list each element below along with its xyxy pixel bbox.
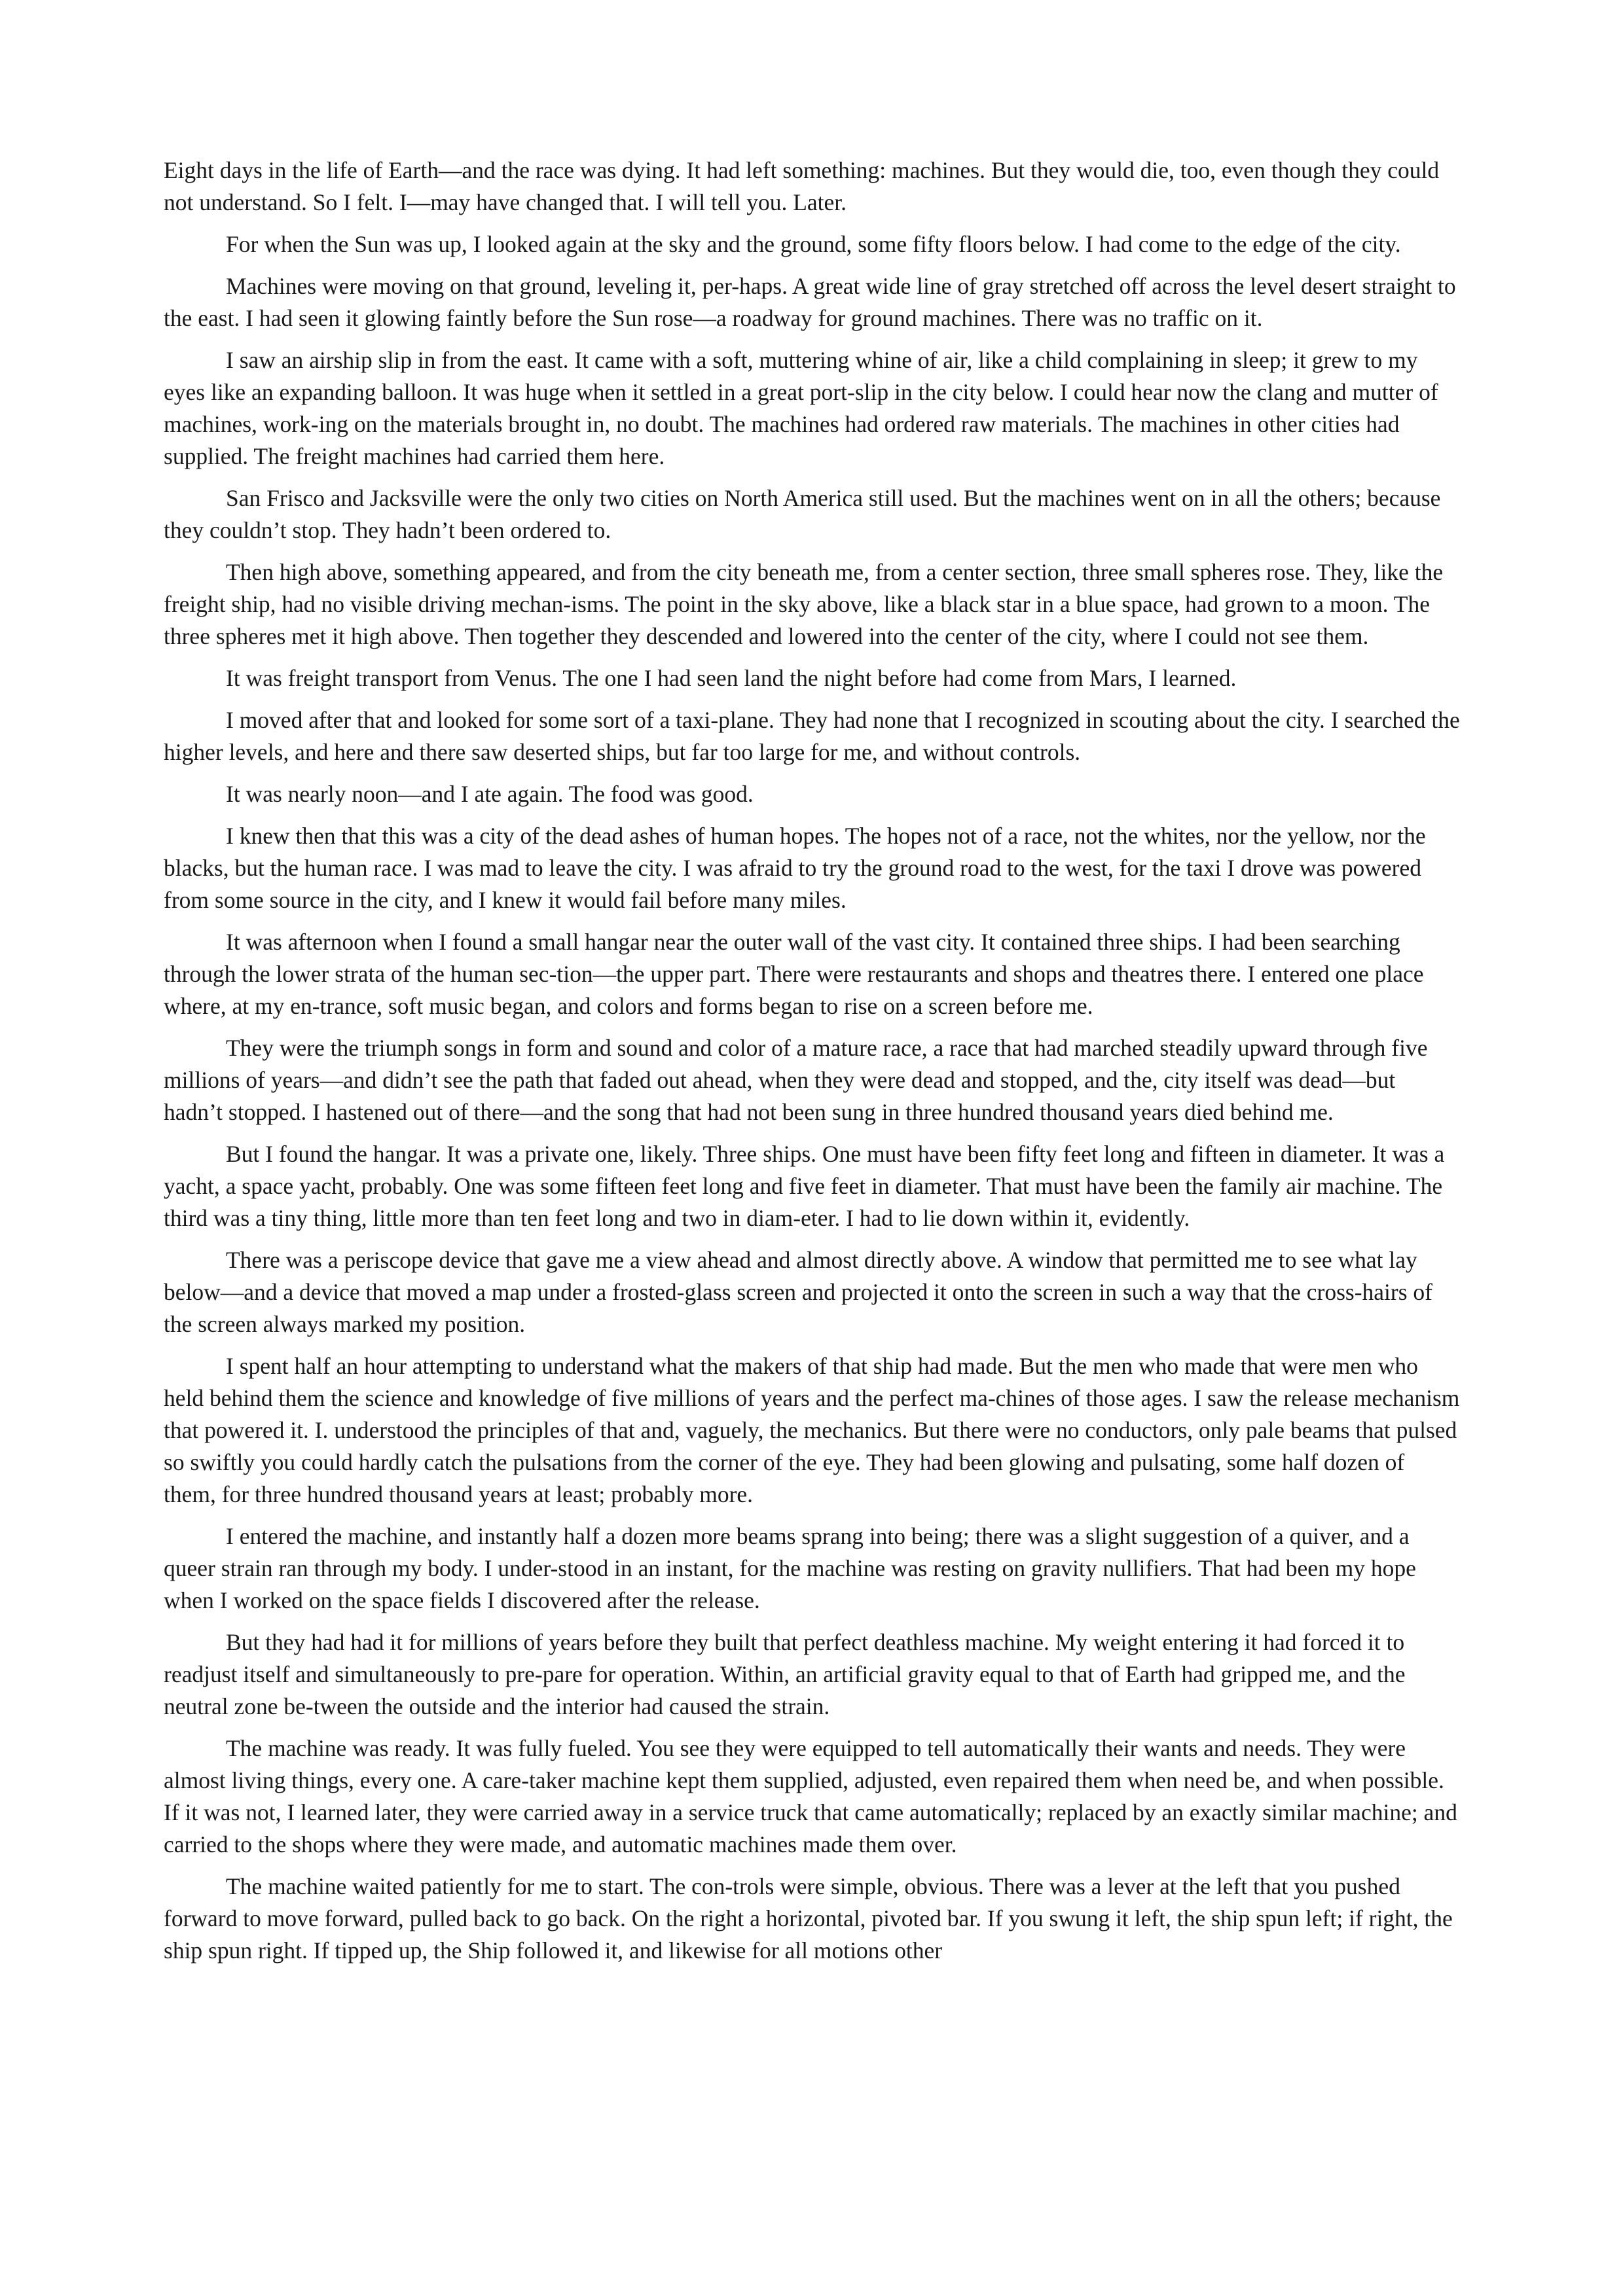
paragraph: Then high above, something appeared, and from the city beneath me, from a center section, three small spheres rose. They, like the freight ship, had no visible driving mechan-isms. The point in the sky above, like a black star in a blue space, had grown to a moon. The three spheres met it high above. Then together they descended and lowered into the center of the city, where I could not see them.: [164, 559, 1444, 649]
paragraph: For when the Sun was up, I looked again at the sky and the ground, some fifty floors below. I had come to the edge of the city.: [226, 231, 1401, 257]
paragraph: The machine was ready. It was fully fueled. You see they were equipped to tell automatically their wants and needs. They were almost living things, every one. A care-taker machine kept them supplied, adjusted, even repaired them when need be, and when possible. If it was not, I learned later, they were carried away in a service truck that came automatically; replaced by an exactly similar machine; and carried to the shops where they were made, and automatic machines made them over.: [164, 1735, 1457, 1857]
paragraph: It was nearly noon—and I ate again. The food was good.: [226, 781, 754, 807]
paragraph: I knew then that this was a city of the dead ashes of human hopes. The hopes not of a race, not the whites, nor the yellow, nor the blacks, but the human race. I was mad to leave the city. I was afraid to try the ground road to the west, for the taxi I drove was powered from some source in the city, and I knew it would fail before many miles.: [164, 823, 1426, 913]
paragraph: It was afternoon when I found a small hangar near the outer wall of the vast city. It contained three ships. I had been searching through the lower strata of the human sec-tion—the upper part. There were restaurants and shops and theatres there. I entered one place where, at my en-trance, soft music began, and colors and forms began to rise on a screen before me.: [164, 929, 1424, 1019]
paragraph: I moved after that and looked for some sort of a taxi-plane. They had none that I recognized in scouting about the city. I searched the higher levels, and here and there saw deserted ships, but far too large for me, and without controls.: [164, 707, 1460, 765]
page-text: [164, 154, 1460, 1977]
paragraph: But they had had it for millions of years before they built that perfect deathless machine. My weight entering it had forced it to readjust itself and simultaneously to pre-pare for operation. Within, an artificial gravity equal to that of Earth had gripped me, and the neutral zone be-tween the outside and the interior had caused the strain.: [164, 1629, 1406, 1719]
paragraph: The machine waited patiently for me to start. The con-trols were simple, obvious. There was a lever at the left that you pushed forward to move forward, pulled back to go back. On the right a horizontal, pivoted bar. If you swung it left, the ship spun left; if right, the ship spun right. If tipped up, the Ship followed it, and likewise for all motions other: [164, 1873, 1453, 1964]
paragraph: I spent half an hour attempting to understand what the makers of that ship had made. But the men who made that were men who held behind them the science and knowledge of five millions of years and the perfect ma-chines of those ages. I saw the release mechanism that powered it. I. understood the principles of that and, vaguely, the mechanics. But there were no conductors, only pale beams that pulsed so swiftly you could hardly catch the pulsations from the corner of the eye. They had been glowing and pulsating, some half dozen of them, for three hundred thousand years at least; probably more.: [164, 1353, 1460, 1507]
paragraph: They were the triumph songs in form and sound and color of a mature race, a race that had marched steadily upward through five millions of years—and didn’t see the path that faded out ahead, when they were dead and stopped, and the, city itself was dead—but hadn’t stopped. I hastened out of there—and the song that had not been sung in three hundred thousand years died behind me.: [164, 1035, 1428, 1125]
paragraph: I saw an airship slip in from the east. It came with a soft, muttering whine of air, like a child complaining in sleep; it grew to my eyes like an expanding balloon. It was huge when it settled in a great port-slip in the city below. I could hear now the clang and mutter of machines, work-ing on the materials brought in, no doubt. The machines had ordered raw materials. The machines in other cities had supplied. The freight machines had carried them here.: [164, 347, 1438, 469]
paragraph: But I found the hangar. It was a private one, likely. Three ships. One must have been fifty feet long and fifteen in diameter. It was a yacht, a space yacht, probably. One was some fifteen feet long and five feet in diameter. That must have been the family air machine. The third was a tiny thing, little more than ten feet long and two in diam-eter. I had to lie down within it, evidently.: [164, 1141, 1445, 1231]
paragraph: It was freight transport from Venus. The one I had seen land the night before had come from Mars, I learned.: [226, 665, 1237, 691]
paragraph: There was a periscope device that gave me a view ahead and almost directly above. A window that permitted me to see what lay below—and a device that moved a map under a frosted-glass screen and projected it onto the screen in such a way that the cross-hairs of the screen always marked my position.: [164, 1247, 1433, 1337]
paragraph: Eight days in the life of Earth—and the race was dying. It had left something: machines. But they would die, too, even though they could not understand. So I felt. I—may have changed that. I will tell you. Later.: [164, 157, 1440, 215]
paragraph: I entered the machine, and instantly half a dozen more beams sprang into being; there was a slight suggestion of a quiver, and a queer strain ran through my body. I under-stood in an instant, for the machine was resting on gravity nullifiers. That had been my hope when I worked on the space fields I discovered after the release.: [164, 1523, 1416, 1613]
paragraph: San Frisco and Jacksville were the only two cities on North America still used. But the machines went on in all the others; because they couldn’t stop. They hadn’t been ordered to.: [164, 485, 1441, 543]
paragraph: Machines were moving on that ground, leveling it, per-haps. A great wide line of gray stretched off across the level desert straight to the east. I had seen it glowing faintly before the Sun rose—a roadway for ground machines. There was no traffic on it.: [164, 273, 1456, 331]
